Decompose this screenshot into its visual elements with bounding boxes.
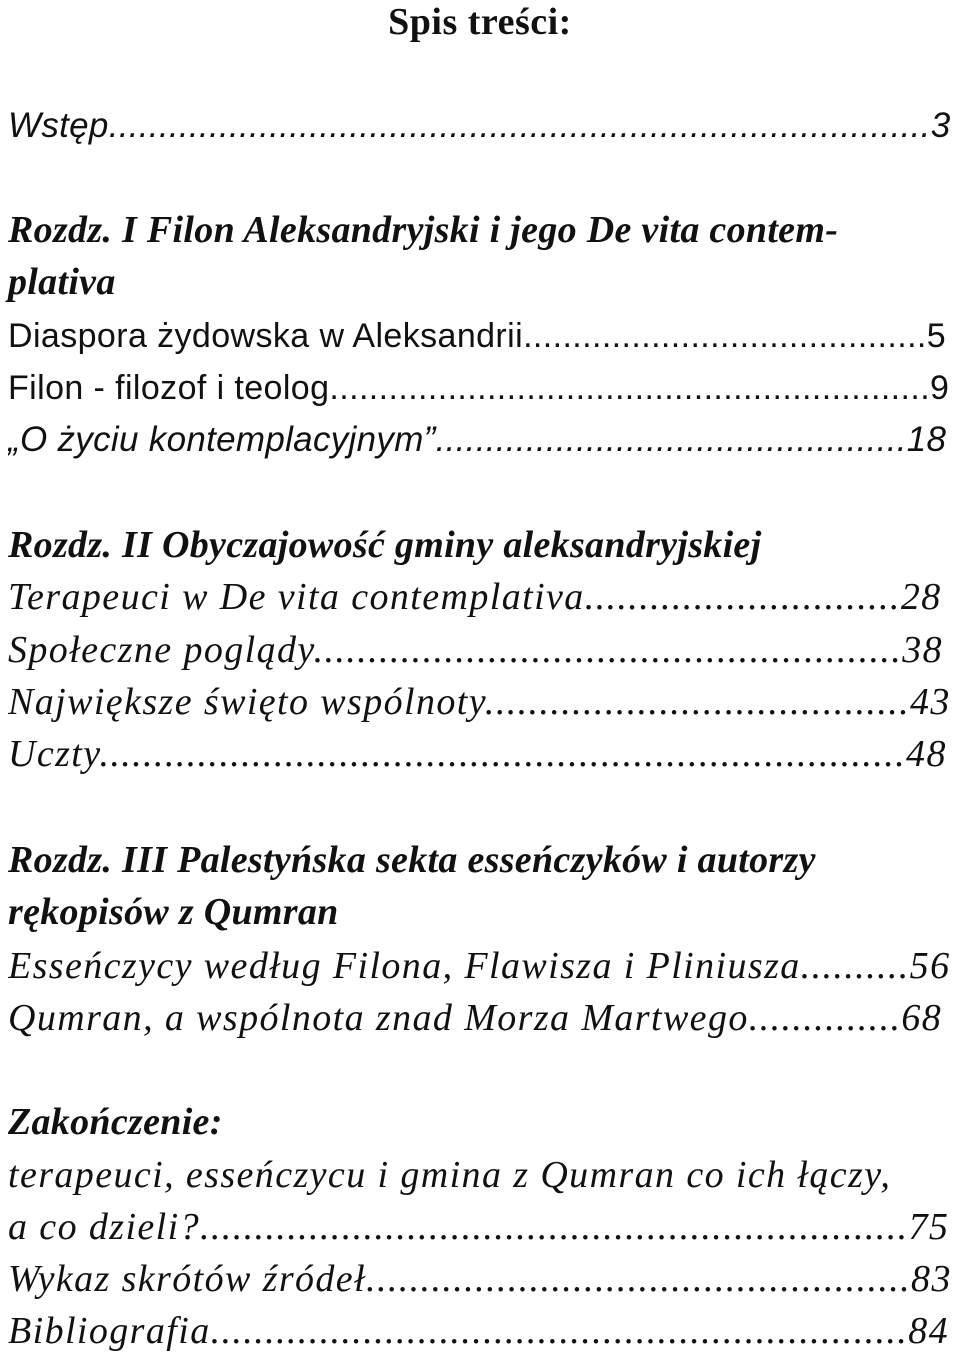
toc-entry-label: Filon - filozof i teolog [8,369,330,407]
toc-entry-label: „O życiu kontemplacyjnym” [8,420,436,459]
conclusion-line: terapeuci, esseńczycu i gmina z Qumran co ich łączy, [8,1154,892,1196]
toc-entry [8,1309,952,1353]
toc-entry [8,996,952,1040]
toc-leader-dots: ......................................... [523,317,927,355]
toc-leader-dots: ............................................................. [329,369,931,407]
conclusion-heading: Zakończenie: [8,1101,223,1143]
toc-entry [8,314,952,358]
toc-entry [8,628,952,672]
toc-entry-label: Wstęp [8,106,109,145]
chapter-1-heading-line-2: plativa [8,261,116,303]
chapter-1-heading-line-1: Rozdz. I Filon Aleksandryjski i jego De vita contem- [8,209,839,251]
toc-leader-dots: ................................................................ [210,1310,909,1352]
toc-page-number: 3 [930,106,951,145]
toc-leader-dots: ............................................... [435,420,907,459]
toc-leader-dots: .................................................. [366,1258,912,1300]
toc-page-number: 5 [926,317,947,355]
toc-page-number: 84 [908,1310,950,1352]
toc-leader-dots: ...................................................... [313,629,903,671]
toc-entry-label: Społeczne poglądy [8,629,314,671]
toc-entry-label: Qumran, a wspólnota znad Morza Martwego [8,997,749,1039]
toc-entry [8,1257,952,1301]
toc-page-number: 48 [906,733,947,775]
toc-page-number: 56 [909,945,951,987]
toc-entry-label: Esseńczycy według Filona, Flawisza i Pliniusza [8,945,801,987]
toc-entry [8,680,952,724]
toc-entry-label: Uczty [8,733,100,775]
toc-entry-label: Wykaz skrótów źródeł [8,1258,367,1300]
toc-leader-dots: ....................................... [484,681,911,723]
toc-entry [8,366,952,410]
toc-entry-label: Terapeuci w De vita contemplativa [8,576,585,618]
toc-entry-label: Diaspora żydowska w Aleksandrii [8,317,524,355]
page-title: Spis treści: [388,1,572,43]
toc-leader-dots: .......................................................................... [99,733,907,775]
toc-leader-dots: .................................................................................. [108,106,931,145]
toc-page-number: 75 [908,1206,950,1248]
toc-entry-intro [8,104,952,148]
toc-entry [8,418,952,462]
toc-leader-dots: .......... [800,945,910,987]
toc-page-number: 18 [906,420,947,459]
toc-entry [8,944,952,988]
toc-page-number: 83 [911,1258,952,1300]
toc-entry [8,732,952,776]
toc-entry-label: Największe święto wspólnoty [8,681,485,723]
toc-entry [8,1205,952,1249]
toc-leader-dots: ............................. [584,576,901,618]
chapter-3-heading-line-2: rękopisów z Qumran [8,891,339,933]
chapter-2-heading: Rozdz. II Obyczajowość gminy aleksandryjskiej [8,524,762,566]
toc-leader-dots: .............. [748,997,902,1039]
chapter-3-heading-line-1: Rozdz. III Palestyńska sekta esseńczyków i autorzy [8,839,816,881]
toc-page-number: 28 [900,576,942,618]
toc-page-number: 68 [901,997,943,1039]
toc-entry [8,575,952,619]
toc-entry-label: Bibliografia [8,1310,211,1352]
toc-leader-dots: ................................................................. [200,1206,909,1248]
toc-page-number: 38 [902,629,943,671]
toc-entry-label: a co dzieli? [8,1206,200,1248]
toc-page-number: 9 [930,369,950,407]
toc-page-number: 43 [910,681,951,723]
